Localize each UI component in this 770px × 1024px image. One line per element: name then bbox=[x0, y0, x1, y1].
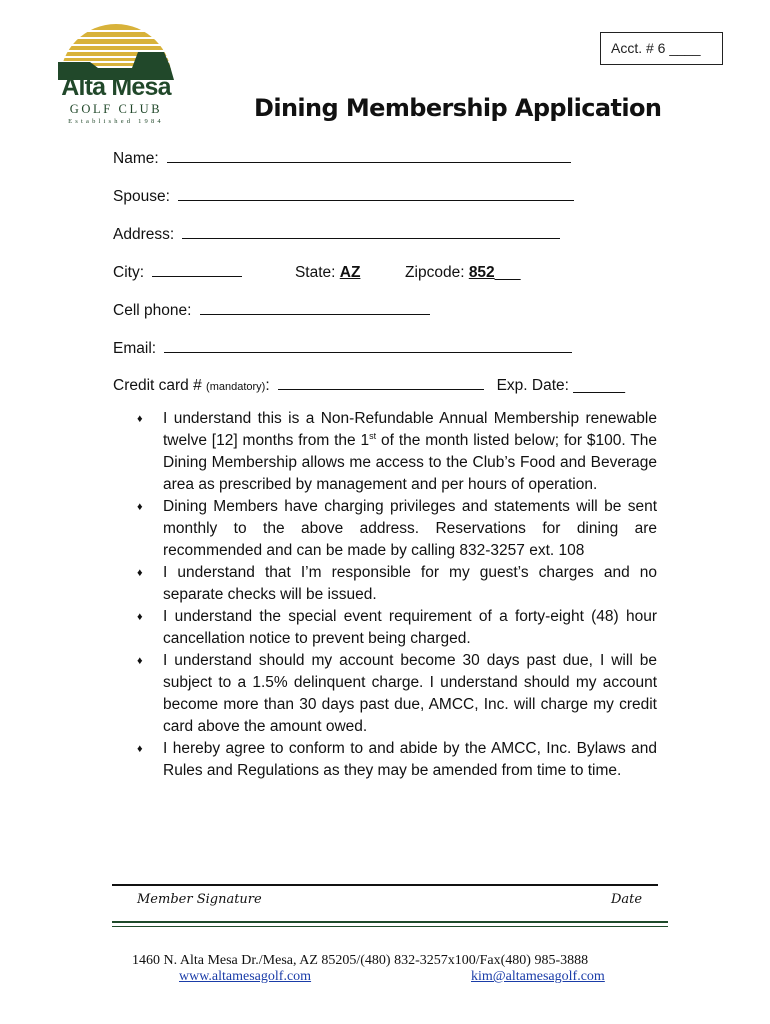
terms-text-2: Dining Members have charging privileges and statements will be sent monthly to the above address. Reservations for dining are recommended and can be made by calling 832-3257 ext. 108 bbox=[163, 498, 657, 559]
cell-phone-row bbox=[113, 299, 430, 321]
email-label: Email: bbox=[113, 340, 157, 357]
footer-address: 1460 N. Alta Mesa Dr./Mesa, AZ 85205/(480) 832-3257x100/Fax(480) 985-3888 bbox=[132, 953, 589, 968]
date-label: Date bbox=[611, 892, 643, 907]
credit-card-row bbox=[113, 374, 625, 397]
email-row bbox=[113, 337, 572, 359]
footer-divider bbox=[112, 921, 668, 923]
city-field[interactable] bbox=[152, 261, 242, 277]
state-label: State: bbox=[294, 264, 336, 281]
cell-phone-field[interactable] bbox=[200, 299, 430, 315]
credit-card-colon: : bbox=[265, 377, 270, 394]
logo-subtitle: GOLF CLUB bbox=[69, 102, 163, 116]
exp-date-label[interactable]: Exp. Date: ______ bbox=[496, 377, 625, 394]
terms-text-1b: of the month listed below; for $100. The Dining Membership allows me access to the Club’s Food and Beverage area as prescribed by management and per hours of operation. bbox=[163, 432, 657, 493]
name-row bbox=[113, 147, 571, 169]
terms-item bbox=[137, 562, 657, 606]
member-signature-label: Member Signature bbox=[137, 892, 262, 907]
page-title: Dining Membership Application bbox=[254, 94, 662, 122]
address-field[interactable] bbox=[182, 223, 560, 239]
diamond-bullet-icon: ♦ bbox=[137, 501, 143, 513]
name-label: Name: bbox=[113, 150, 159, 167]
diamond-bullet-icon: ♦ bbox=[137, 743, 143, 755]
terms-text-5: I understand should my account become 30 days past due, I will be subject to a 1.5% delinquent charge. I understand should my account become more than 30 days past due, AMCC, Inc. will charge my credit card above the amount owed. bbox=[163, 652, 657, 735]
spouse-label: Spouse: bbox=[113, 188, 170, 205]
zip-blank[interactable]: ___ bbox=[494, 264, 521, 281]
logo-established: Established 1984 bbox=[68, 118, 164, 125]
city-state-zip-row bbox=[113, 261, 521, 283]
logo-brand-text: Alta Mesa bbox=[61, 73, 171, 101]
diamond-bullet-icon: ♦ bbox=[137, 413, 143, 425]
spouse-field[interactable] bbox=[178, 185, 574, 201]
club-logo bbox=[46, 22, 186, 130]
state-value: AZ bbox=[339, 264, 361, 281]
terms-item bbox=[137, 606, 657, 650]
terms-item bbox=[137, 408, 657, 496]
diamond-bullet-icon: ♦ bbox=[137, 567, 143, 579]
cell-phone-label: Cell phone: bbox=[113, 302, 192, 319]
website-link[interactable]: www.altamesagolf.com bbox=[179, 969, 312, 984]
email-link[interactable]: kim@altamesagolf.com bbox=[471, 969, 605, 984]
zip-value: 852 bbox=[468, 264, 495, 281]
terms-list bbox=[137, 408, 657, 782]
credit-card-note: (mandatory) bbox=[206, 381, 266, 393]
address-row bbox=[113, 223, 560, 245]
terms-text-3: I understand that I’m responsible for my guest’s charges and no separate checks will be issued. bbox=[163, 564, 657, 603]
terms-item bbox=[137, 650, 657, 738]
account-number-box: Acct. # 6 ____ bbox=[600, 32, 723, 65]
terms-text-4: I understand the special event requirement of a forty-eight (48) hour cancellation notice to prevent being charged. bbox=[163, 608, 657, 647]
diamond-bullet-icon: ♦ bbox=[137, 655, 143, 667]
zip-label: Zipcode: bbox=[405, 264, 465, 281]
name-field[interactable] bbox=[167, 147, 571, 163]
diamond-bullet-icon: ♦ bbox=[137, 611, 143, 623]
terms-text-1a: I understand this is a Non-Refundable Annual Membership renewable twelve [12] months from the 1 bbox=[163, 410, 657, 449]
terms-item bbox=[137, 496, 657, 562]
terms-sup-1: st bbox=[369, 430, 377, 441]
terms-text-6: I hereby agree to conform to and abide by the AMCC, Inc. Bylaws and Rules and Regulations as they may be amended from time to time. bbox=[163, 740, 657, 779]
footer-divider-thin bbox=[112, 926, 668, 927]
credit-card-field[interactable] bbox=[278, 374, 484, 390]
spouse-row bbox=[113, 185, 574, 207]
terms-item bbox=[137, 738, 657, 782]
city-label: City: bbox=[113, 264, 144, 281]
signature-line[interactable] bbox=[112, 884, 658, 886]
address-label: Address: bbox=[113, 226, 175, 243]
email-field[interactable] bbox=[164, 337, 572, 353]
credit-card-label: Credit card # bbox=[113, 377, 202, 394]
